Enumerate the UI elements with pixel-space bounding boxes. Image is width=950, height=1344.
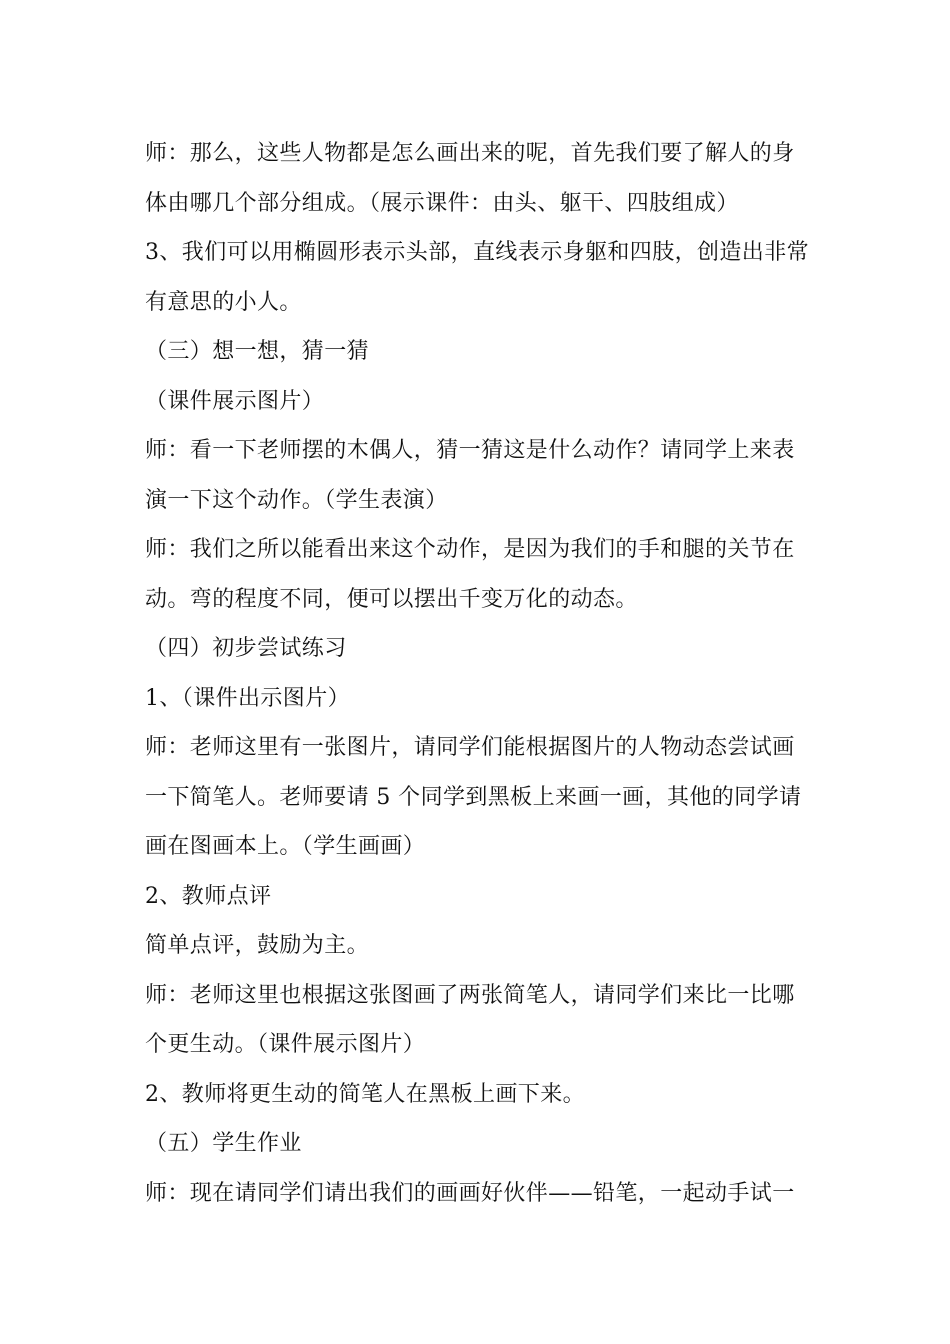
text-line: 师：现在请同学们请出我们的画画好伙伴——铅笔，一起动手试一 — [145, 1180, 795, 1206]
text-line: 体由哪几个部分组成。（展示课件：由头、躯干、四肢组成） — [145, 190, 739, 216]
text-line: 有意思的小人。 — [145, 289, 302, 315]
section-heading: （四）初步尝试练习 — [145, 636, 347, 661]
text-line: 画在图画本上。（学生画画） — [145, 834, 426, 859]
text-line: 一下简笔人。老师要请 5 个同学到黑板上来画一画，其他的同学请 — [145, 784, 802, 810]
text-line: 1、（课件出示图片） — [145, 685, 350, 711]
text-line: 演一下这个动作。（学生表演） — [145, 487, 448, 513]
text-line: （课件展示图片） — [145, 388, 325, 414]
text-line: 师：老师这里有一张图片，请同学们能根据图片的人物动态尝试画 — [145, 735, 795, 760]
text-line: 师：我们之所以能看出来这个动作，是因为我们的手和腿的关节在 — [145, 537, 795, 562]
text-line: 动。弯的程度不同，便可以摆出千变万化的动态。 — [145, 586, 638, 612]
text-line: 个更生动。（课件展示图片） — [145, 1032, 426, 1057]
text-line: 2、教师点评 — [145, 883, 272, 909]
section-heading: （五）学生作业 — [145, 1131, 302, 1156]
section-heading: （三）想一想，猜一猜 — [145, 339, 370, 364]
text-line: 师：看一下老师摆的木偶人，猜一猜这是什么动作？请同学上来表 — [145, 438, 795, 463]
text-line: 师：那么，这些人物都是怎么画出来的呢，首先我们要了解人的身 — [145, 141, 795, 166]
text-line: 简单点评，鼓励为主。 — [145, 933, 370, 958]
text-line: 师：老师这里也根据这张图画了两张简笔人，请同学们来比一比哪 — [145, 982, 795, 1008]
text-line: 2、教师将更生动的简笔人在黑板上画下来。 — [145, 1081, 585, 1107]
text-line: 3、我们可以用椭圆形表示头部，直线表示身躯和四肢，创造出非常 — [145, 240, 809, 265]
document-body — [145, 129, 810, 1218]
